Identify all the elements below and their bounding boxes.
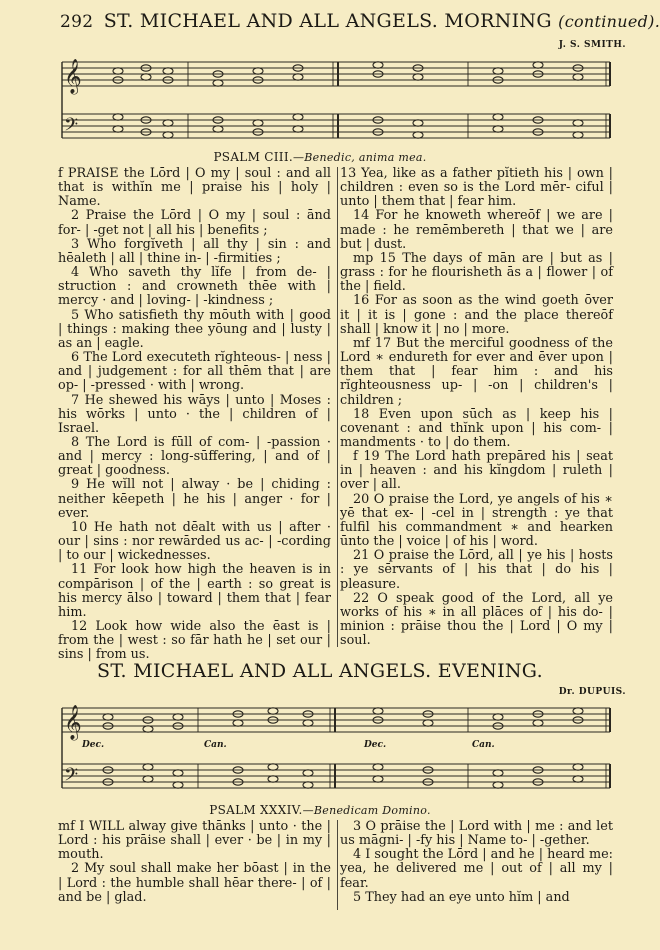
verse: 9 He wĭll not | alway · be | chiding : neither kēepeth | he his | anger · for | ever. bbox=[58, 477, 331, 521]
page-header bbox=[60, 10, 660, 32]
verse: 3 O prāise the | Lord with | me : and let us māgni- | -fy his | Name to- | -gether. bbox=[340, 819, 613, 849]
verse: 10 He hath not dēalt with us | after · our | sins : nor rewārded us ac- | -cording | to our | wickednesses. bbox=[58, 519, 331, 564]
verse: f PRAISE the Lōrd | O my | soul : and all that is withĭn me | praise his | holy | Name. bbox=[58, 166, 331, 210]
verse: 14 For he knoweth whereōf | we are | made : he remēmbereth | that we | are but | dust. bbox=[340, 208, 613, 252]
svg-text:𝄞: 𝄞 bbox=[64, 59, 82, 94]
verse: 6 The Lord executeth rĭghteous- | ness | and | judgement : for all thēm that | are op- | -pressed · with | wrong. bbox=[58, 350, 331, 394]
verse: 22 O speak good of the Lord, all ye works of his ∗ in all plāces of | his do- | minion : prāise thou the | Lord | O my | soul. bbox=[340, 590, 613, 649]
psalm-number: PSALM XXXIV. bbox=[209, 803, 303, 817]
morning-chant-score bbox=[58, 52, 614, 144]
psalm-latin: —Benedic, anima mea. bbox=[293, 151, 427, 164]
svg-text:𝄞: 𝄞 bbox=[64, 705, 82, 740]
verse: 11 For look how high the heaven is in compārison | of the | earth : so great is his mercy ālso | toward | them that | fear him. bbox=[58, 562, 331, 620]
morning-right-column bbox=[340, 167, 613, 648]
evening-chant-score bbox=[58, 698, 614, 796]
verse: mf I WILL alway give thānks | unto · the | Lord : his prāise shall | ever · be | in my | mouth. bbox=[58, 819, 331, 863]
page-title: ST. MICHAEL AND ALL ANGELS. MORNING bbox=[103, 10, 552, 32]
psalm-xxxiv-title bbox=[0, 803, 640, 817]
verse: 7 He shewed his wāys | unto | Moses : his wōrks | unto · the | children of | Israel. bbox=[58, 392, 331, 436]
evening-composer: Dr. DUPUIS. bbox=[558, 687, 626, 697]
column-divider bbox=[337, 820, 338, 910]
svg-text:𝄢: 𝄢 bbox=[64, 115, 79, 140]
verse: 13 Yea, like as a father pĭtieth his | own | children : even so is the Lord mēr- ciful | unto | them that | fear him. bbox=[340, 166, 613, 210]
verse: mf 17 But the merciful goodness of the Lord ∗ endureth for ever and ēver upon | them that | fear him : and his rĭghteousness up- | -on | children's | children ; bbox=[340, 335, 613, 408]
verse: mp 15 The days of mān are | but as | grass : for he flourisheth ās a | flower | of the | field. bbox=[340, 250, 613, 295]
decani-label: Dec. bbox=[364, 740, 387, 750]
morning-composer: J. S. SMITH. bbox=[558, 40, 626, 50]
verse: 2 My soul shall make her bōast | in the | Lord : the humble shall hēar there- | of | and be | glad. bbox=[58, 861, 331, 905]
verse: 21 O praise the Lōrd, all | ye his | hosts : ye sērvants of | his that | do his | pleasure. bbox=[340, 548, 613, 592]
decani-label: Dec. bbox=[82, 740, 105, 750]
evening-left-column bbox=[58, 820, 331, 905]
psalm-ciii-title bbox=[0, 150, 640, 164]
verse: 5 Who satisfieth thy mōuth with | good | things : making thee yōung and | lusty | as an | eagle. bbox=[58, 307, 331, 351]
verse: 4 Who saveth thy lĭfe | from de- | struction : and crowneth thēe with | mercy · and | loving- | -kindness ; bbox=[58, 265, 331, 309]
verse: 12 Look how wide also the ēast is | from the | west : so fār hath he | set our | sins | from us. bbox=[58, 619, 331, 663]
verse: 2 Praise the Lōrd | O my | soul : ānd for- | -get not | all his | benefits ; bbox=[58, 208, 331, 238]
verse: 5 They had an eye unto hĭm | and bbox=[353, 889, 570, 905]
page-number: 292 bbox=[60, 12, 94, 32]
psalm-latin: —Benedicam Domino. bbox=[302, 804, 431, 817]
verse: 16 For as soon as the wind goeth ōver it | it is | gone : and the place thereōf shall | know it | no | more. bbox=[340, 293, 613, 337]
psalm-number: PSALM CIII. bbox=[213, 150, 293, 164]
column-divider bbox=[337, 167, 338, 647]
evening-right-column bbox=[340, 820, 613, 905]
verse: 8 The Lord is fūll of com- | -passion · and | mercy : long-sūffering, | and of | great | goodness. bbox=[58, 434, 331, 479]
verse: 4 I sought the Lōrd | and he | heard me: yea, he delivered me | out of | all my | fear. bbox=[340, 847, 613, 891]
morning-left-column bbox=[58, 167, 331, 662]
svg-text:𝄢: 𝄢 bbox=[64, 765, 79, 790]
continued-label: (continued). bbox=[558, 12, 660, 31]
verse: f 19 The Lord hath prepāred his | seat in | heaven : and his kĭngdom | ruleth | over | all. bbox=[340, 449, 613, 493]
verse: 3 Who forgĭveth | all thy | sin : and hēaleth | all | thine in- | -firmities ; bbox=[58, 236, 331, 266]
cantoris-label: Can. bbox=[472, 740, 495, 750]
cantoris-label: Can. bbox=[204, 740, 227, 750]
verse: 18 Even upon sūch as | keep his | covenant : and thĭnk upon | his com- | mandments · to | do them. bbox=[340, 406, 613, 450]
evening-section-title: ST. MICHAEL AND ALL ANGELS. EVENING. bbox=[97, 660, 543, 682]
verse: 20 O praise the Lord, ye angels of his ∗ yē that ex- | -cel in | strength : ye that fulfil his commandment ∗ and hearken ūnto the | voice | of his | word. bbox=[340, 491, 613, 550]
